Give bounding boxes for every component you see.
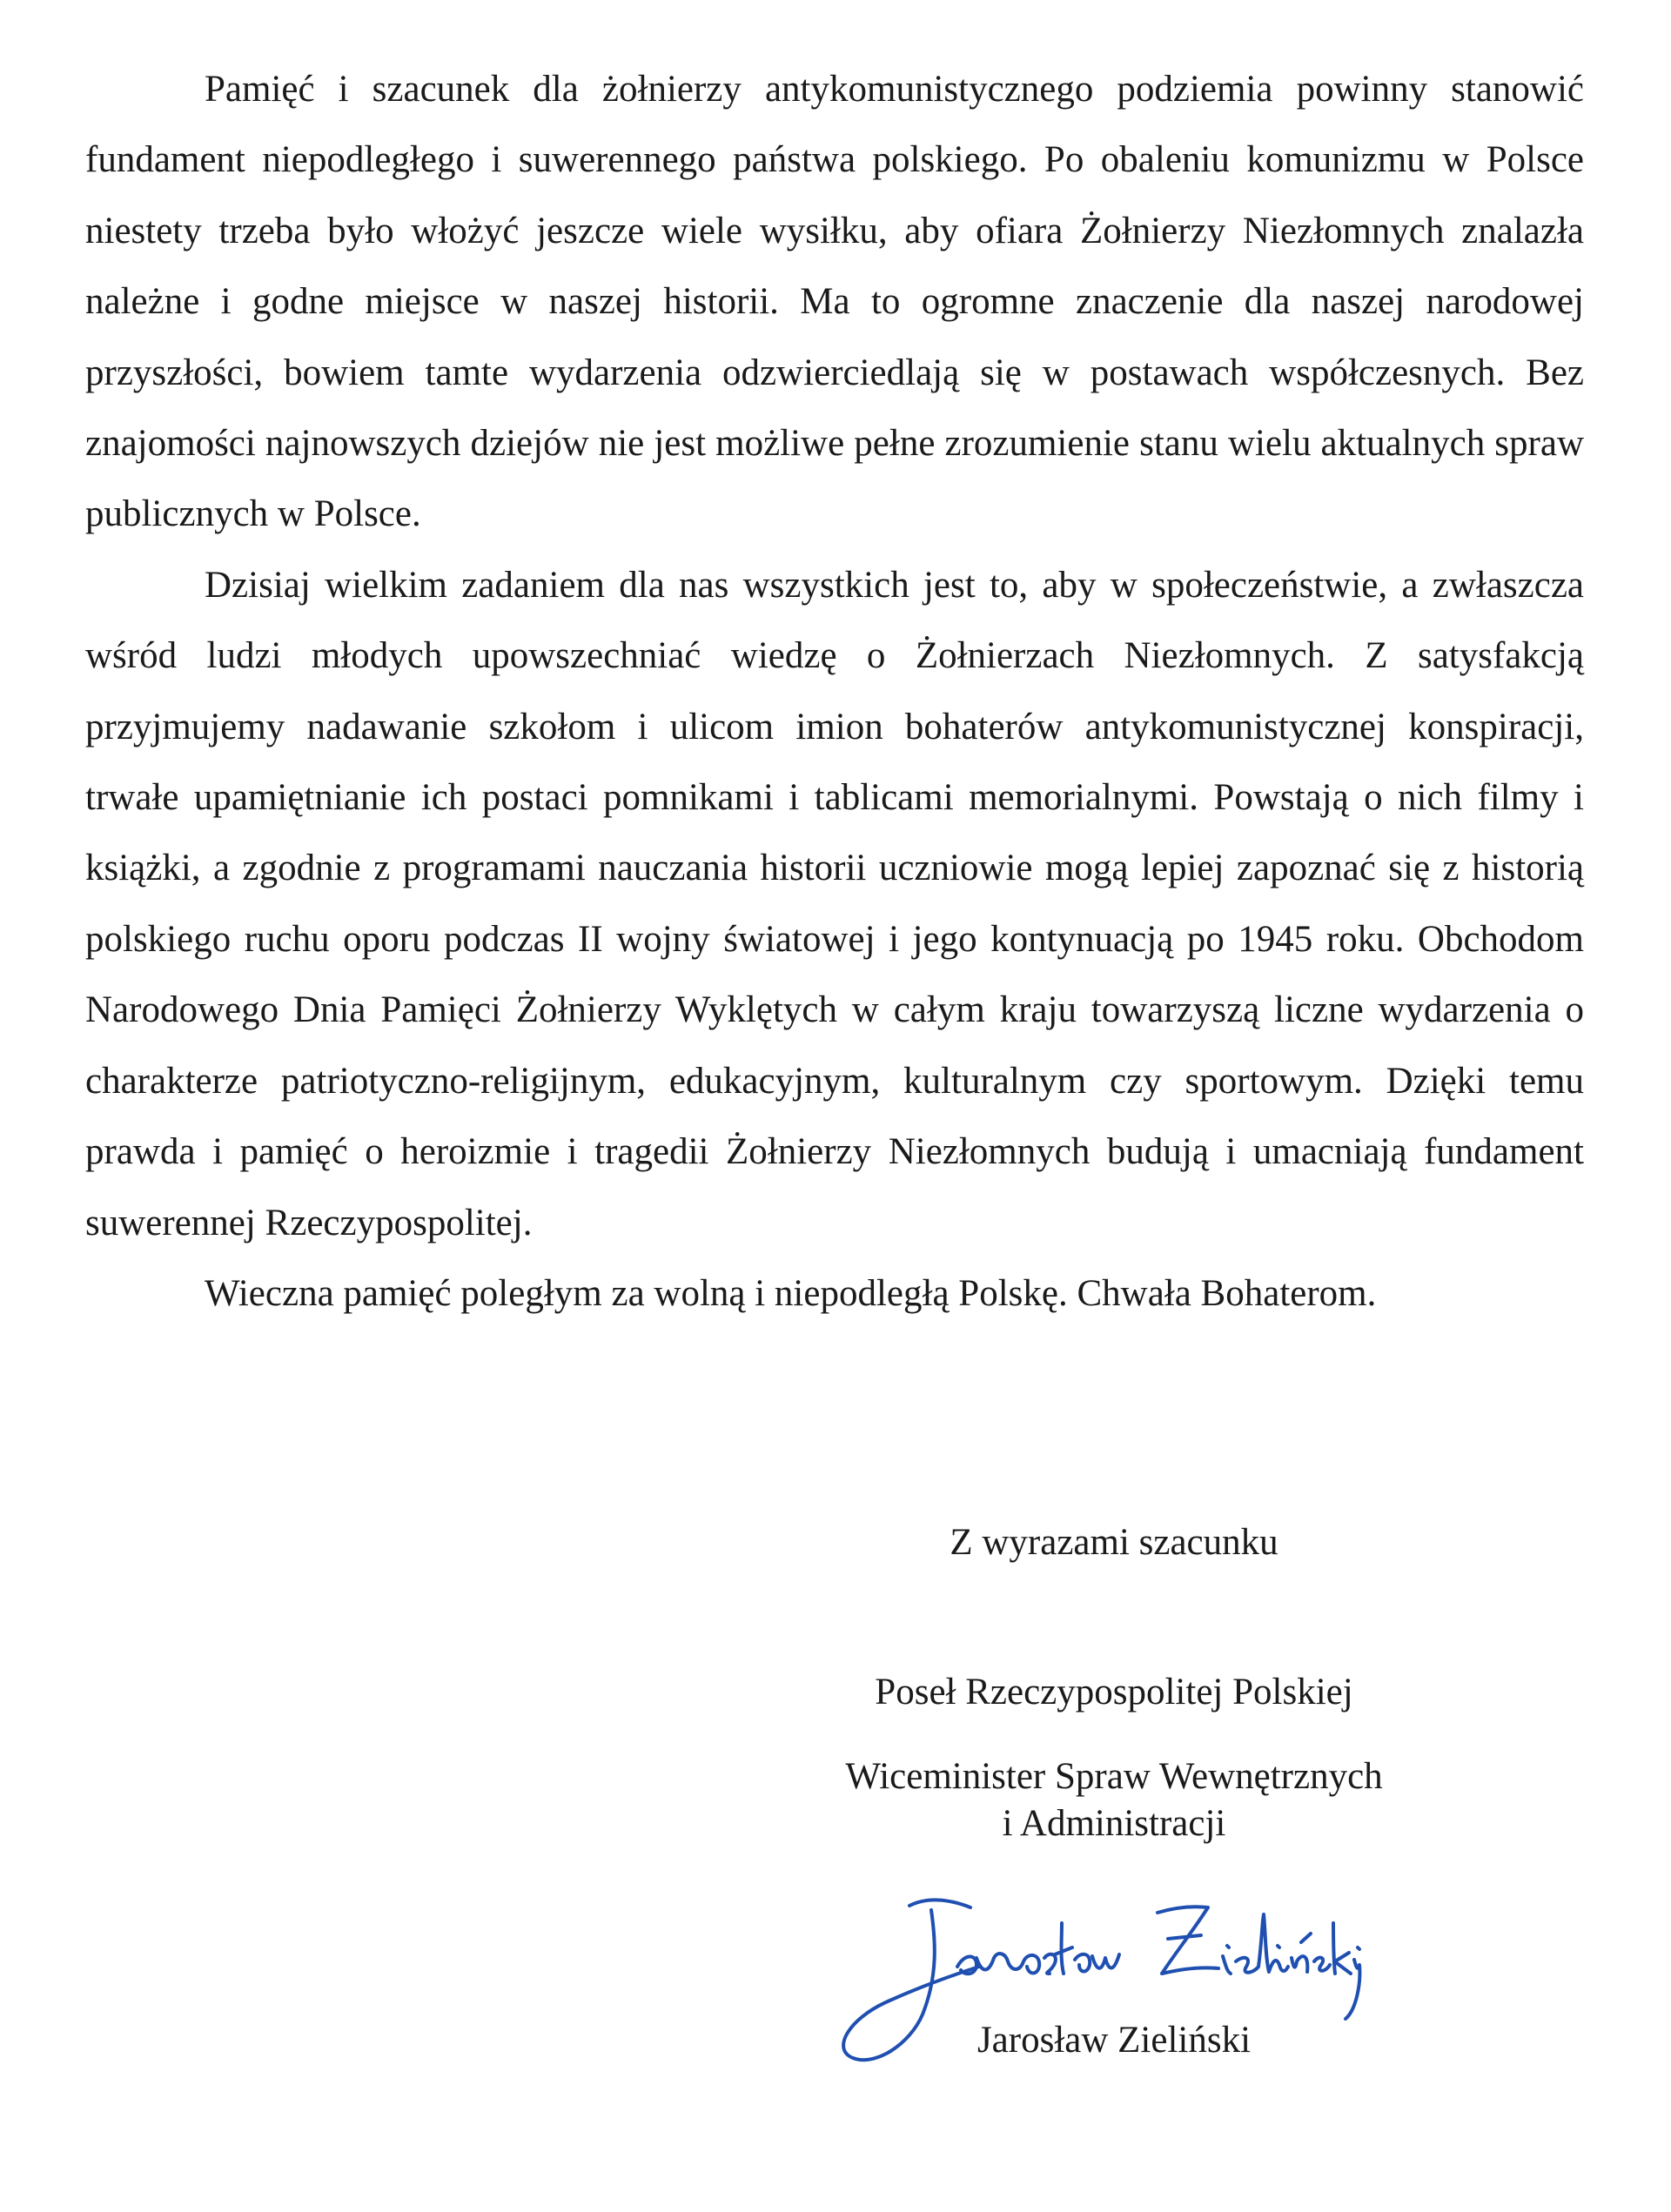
signer-title-block [783, 1669, 1445, 1716]
closing-salutation-block [783, 1519, 1445, 1566]
paragraph-1: Pamięć i szacunek dla żołnierzy antykomunistycznego podziemia powinny stanowić fundament niepodległego i suwerennego państwa polskiego. Po obaleniu komunizmu w Polsce niestety trzeba było włożyć jeszcze wiele wysiłku, aby ofiara Żołnierzy Niezłomnych znalazła należne i godne miejsce w naszej historii. Ma to ogromne znaczenie dla naszej narodowej przyszłości, bowiem tamte wydarzenia odzwierciedlają się w postawach współczesnych. Bez znajomości najnowszych dziejów nie jest możliwe pełne zrozumienie stanu wielu aktualnych spraw publicznych w Polsce. [85, 69, 1584, 535]
signer-name-block [783, 2017, 1445, 2064]
closing-salutation: Z wyrazami szacunku [950, 1522, 1278, 1563]
signer-title-2-line-1: Wiceminister Spraw Wewnętrznych [845, 1756, 1383, 1797]
paragraph-3: Wieczna pamięć poległym za wolną i niepodległą Polskę. Chwała Bohaterom. [205, 1272, 1377, 1314]
signer-title-2-line-2: i Administracji [1002, 1803, 1226, 1844]
signer-title-2-block [783, 1753, 1445, 1847]
signer-title-1: Poseł Rzeczypospolitej Polskiej [875, 1672, 1353, 1713]
letter-body [85, 54, 1584, 1329]
signer-name: Jarosław Zieliński [976, 2020, 1252, 2061]
paragraph-2: Dzisiaj wielkim zadaniem dla nas wszystkich jest to, aby w społeczeństwie, a zwłaszcza wśród ludzi młodych upowszechniać wiedzę o Żołnierzach Niezłomnych. Z satysfakcją przyjmujemy nadawanie szkołom i ulicom imion bohaterów antykomunistycznej konspiracji, trwałe upamiętnianie ich postaci pomnikami i tablicami memorialnymi. Powstają o nich filmy i książki, a zgodnie z programami nauczania historii uczniowie mogą lepiej zapoznać się z historią polskiego ruchu oporu podczas II wojny światowej i jego kontynuacją po 1945 roku. Obchodom Narodowego Dnia Pamięci Żołnierzy Wyklętych w całym kraju towarzyszą liczne wydarzenia o charakterze patriotyczno-religijnym, edukacyjnym, kulturalnym czy sportowym. Dzięki temu prawda i pamięć o heroizmie i tragedii Żołnierzy Niezłomnych budują i umacniają fundament suwerennej Rzeczypospolitej. [85, 564, 1584, 1243]
